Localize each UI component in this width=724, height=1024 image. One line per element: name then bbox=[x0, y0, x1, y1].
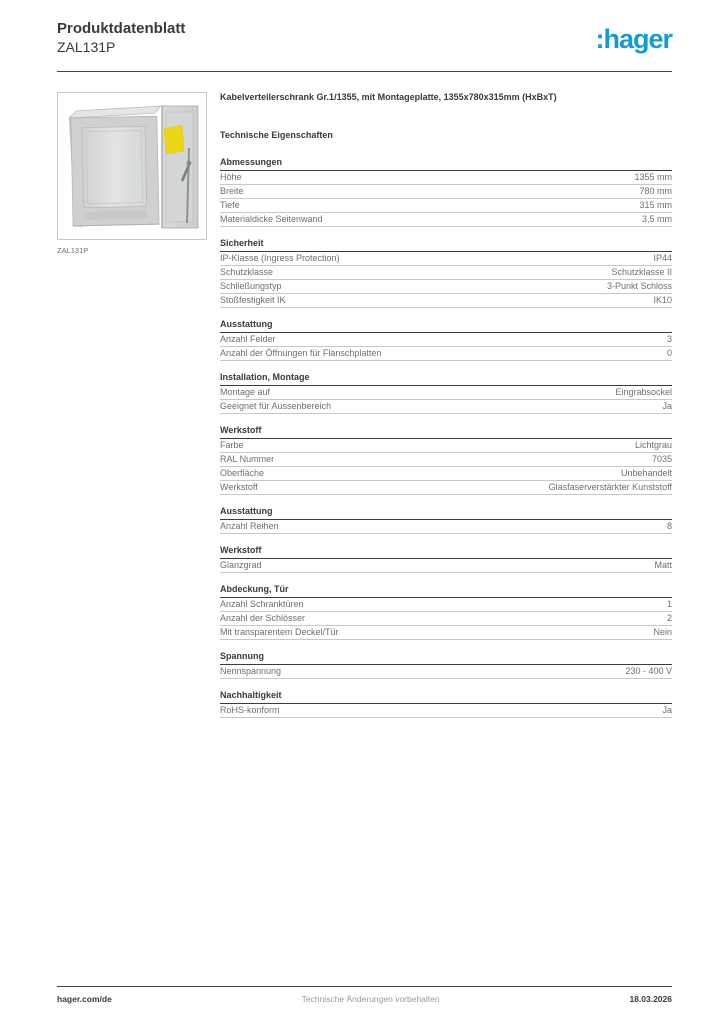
spec-label: Mit transparentem Deckel/Tür bbox=[220, 627, 339, 638]
spec-label: Anzahl Schranktüren bbox=[220, 599, 304, 610]
spec-rows bbox=[220, 252, 672, 308]
spec-row bbox=[220, 347, 672, 361]
spec-value: 1 bbox=[666, 599, 672, 610]
spec-row bbox=[220, 467, 672, 481]
footer-website-link[interactable]: hager.com/de bbox=[57, 994, 112, 1004]
product-title: Kabelverteilerschrank Gr.1/1355, mit Montageplatte, 1355x780x315mm (HxBxT) bbox=[220, 92, 557, 102]
spec-value: 2 bbox=[666, 613, 672, 624]
spec-value: 230 - 400 V bbox=[625, 666, 672, 677]
spec-section bbox=[220, 506, 672, 534]
page-footer bbox=[57, 986, 672, 1004]
spec-value: Eingrabsockel bbox=[615, 387, 672, 398]
spec-row bbox=[220, 612, 672, 626]
spec-label: Geeignet für Aussenbereich bbox=[220, 401, 332, 412]
spec-row bbox=[220, 171, 672, 185]
spec-value: Nein bbox=[653, 627, 672, 638]
spec-rows bbox=[220, 386, 672, 414]
spec-value: Schutzklasse II bbox=[611, 267, 672, 278]
spec-label: Farbe bbox=[220, 440, 244, 451]
spec-row bbox=[220, 294, 672, 308]
spec-section bbox=[220, 372, 672, 414]
spec-rows bbox=[220, 704, 672, 718]
spec-label: IP-Klasse (Ingress Protection) bbox=[220, 253, 340, 264]
footer-date: 18.03.2026 bbox=[629, 994, 672, 1004]
spec-value: 8 bbox=[666, 521, 672, 532]
spec-section-title: Abdeckung, Tür bbox=[220, 584, 672, 598]
spec-label: Montage auf bbox=[220, 387, 271, 398]
tech-properties-heading: Technische Eigenschaften bbox=[220, 129, 333, 140]
spec-value: Ja bbox=[662, 401, 672, 412]
spec-section-title: Installation, Montage bbox=[220, 372, 672, 386]
spec-sections bbox=[220, 157, 672, 718]
spec-rows bbox=[220, 171, 672, 227]
spec-section-title: Sicherheit bbox=[220, 238, 672, 252]
spec-row bbox=[220, 266, 672, 280]
spec-value: IP44 bbox=[653, 253, 672, 264]
spec-row bbox=[220, 280, 672, 294]
spec-value: Glasfaserverstärkter Kunststoff bbox=[548, 482, 672, 493]
page-header bbox=[57, 20, 672, 72]
spec-label: Werkstoff bbox=[220, 482, 258, 493]
main-content bbox=[57, 92, 672, 729]
spec-label: Schließungstyp bbox=[220, 281, 282, 292]
spec-row bbox=[220, 453, 672, 467]
spec-rows bbox=[220, 439, 672, 495]
spec-row bbox=[220, 665, 672, 679]
product-image-frame bbox=[57, 92, 207, 240]
spec-row bbox=[220, 213, 672, 227]
spec-label: Anzahl der Öffnungen für Flanschplatten bbox=[220, 348, 382, 359]
spec-rows bbox=[220, 559, 672, 573]
spec-value: Ja bbox=[662, 705, 672, 716]
spec-label: Anzahl Reihen bbox=[220, 521, 279, 532]
spec-label: Tiefe bbox=[220, 200, 240, 211]
cabinet-photo-icon bbox=[58, 93, 206, 239]
spec-value: Lichtgrau bbox=[634, 440, 672, 451]
spec-section bbox=[220, 651, 672, 679]
product-code: ZAL131P bbox=[57, 38, 116, 55]
spec-row bbox=[220, 439, 672, 453]
spec-label: Materialdicke Seitenwand bbox=[220, 214, 323, 225]
spec-section-title: Werkstoff bbox=[220, 545, 672, 559]
spec-rows bbox=[220, 333, 672, 361]
spec-rows bbox=[220, 520, 672, 534]
spec-value: Matt bbox=[654, 560, 672, 571]
spec-value: IK10 bbox=[653, 295, 672, 306]
product-image-caption: ZAL131P bbox=[57, 246, 89, 255]
spec-label: Höhe bbox=[220, 172, 242, 183]
spec-row bbox=[220, 199, 672, 213]
product-image-column bbox=[57, 92, 207, 729]
spec-label: Breite bbox=[220, 186, 244, 197]
spec-row bbox=[220, 704, 672, 718]
spec-label: Glanzgrad bbox=[220, 560, 262, 571]
spec-label: Schutzklasse bbox=[220, 267, 274, 278]
spec-label: RoHS-konform bbox=[220, 705, 280, 716]
yellow-label bbox=[164, 125, 184, 154]
spec-row bbox=[220, 481, 672, 495]
spec-rows bbox=[220, 665, 672, 679]
spec-value: 3-Punkt Schloss bbox=[606, 281, 672, 292]
spec-row bbox=[220, 559, 672, 573]
spec-row bbox=[220, 386, 672, 400]
spec-label: Anzahl der Schlösser bbox=[220, 613, 306, 624]
spec-section-title: Nachhaltigkeit bbox=[220, 690, 672, 704]
header-titles bbox=[57, 20, 185, 56]
spec-row bbox=[220, 400, 672, 414]
cabinet-body bbox=[69, 106, 163, 228]
doc-type-title: Produktdatenblatt bbox=[57, 20, 186, 37]
spec-label: Anzahl Felder bbox=[220, 334, 276, 345]
spec-value: 780 mm bbox=[639, 186, 672, 197]
spec-row bbox=[220, 598, 672, 612]
spec-label: Nennspannung bbox=[220, 666, 282, 677]
spec-row bbox=[220, 252, 672, 266]
spec-section-title: Ausstattung bbox=[220, 319, 672, 333]
footer-notice: Technische Änderungen vorbehalten bbox=[301, 994, 440, 1004]
spec-section-title: Werkstoff bbox=[220, 425, 672, 439]
spec-section bbox=[220, 238, 672, 308]
spec-section-title: Spannung bbox=[220, 651, 672, 665]
spec-section-title: Abmessungen bbox=[220, 157, 672, 171]
spec-section-title: Ausstattung bbox=[220, 506, 672, 520]
spec-value: 1355 mm bbox=[634, 172, 672, 183]
spec-column bbox=[220, 92, 672, 729]
spec-row bbox=[220, 626, 672, 640]
spec-section bbox=[220, 690, 672, 718]
spec-value: 3 bbox=[666, 334, 672, 345]
spec-label: RAL Nummer bbox=[220, 454, 275, 465]
spec-section bbox=[220, 425, 672, 495]
spec-section bbox=[220, 584, 672, 640]
spec-value: 7035 bbox=[651, 454, 672, 465]
spec-row bbox=[220, 520, 672, 534]
spec-value: 315 mm bbox=[639, 200, 672, 211]
spec-value: Unbehandelt bbox=[620, 468, 672, 479]
spec-section bbox=[220, 545, 672, 573]
spec-section bbox=[220, 319, 672, 361]
spec-rows bbox=[220, 598, 672, 640]
spec-row bbox=[220, 185, 672, 199]
spec-label: Oberfläche bbox=[220, 468, 265, 479]
spec-section bbox=[220, 157, 672, 227]
spec-value: 0 bbox=[666, 348, 672, 359]
cabinet-door bbox=[162, 106, 198, 228]
hager-logo: :hager bbox=[595, 24, 672, 54]
spec-label: Stoßfestigkeit IK bbox=[220, 295, 286, 306]
spec-value: 3,5 mm bbox=[641, 214, 672, 225]
spec-row bbox=[220, 333, 672, 347]
